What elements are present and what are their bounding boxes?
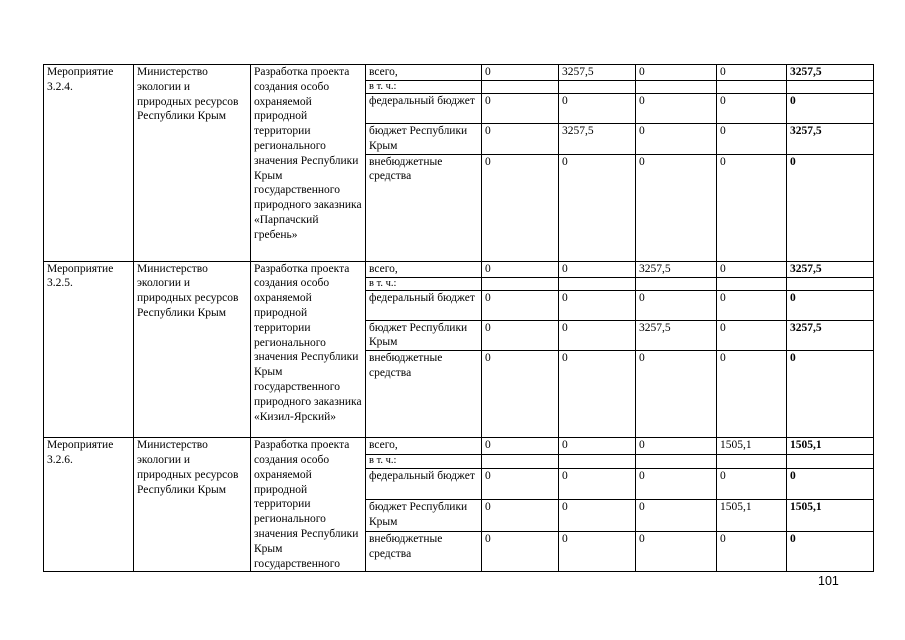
table-row (44, 438, 874, 455)
total-cell: 0 (787, 351, 874, 438)
value-cell: 0 (636, 124, 717, 155)
value-cell: 0 (559, 261, 636, 277)
value-cell: 0 (482, 500, 559, 532)
value-cell: 0 (717, 468, 787, 500)
value-cell (482, 277, 559, 290)
executor-cell: Министерство экологии и природных ресурсов Республики Крым (134, 261, 251, 438)
value-cell: 0 (482, 468, 559, 500)
value-cell (559, 277, 636, 290)
value-cell: 0 (636, 532, 717, 572)
source-label-cell: всего, (366, 438, 482, 455)
value-cell: 3257,5 (559, 124, 636, 155)
total-cell: 3257,5 (787, 65, 874, 81)
executor-cell: Министерство экологии и природных ресурсов Республики Крым (134, 438, 251, 572)
value-cell: 0 (559, 290, 636, 320)
source-label-cell: в т. ч.: (366, 81, 482, 94)
source-label-cell: бюджет Республики Крым (366, 124, 482, 155)
value-cell: 0 (482, 532, 559, 572)
source-label-cell: всего, (366, 261, 482, 277)
value-cell: 0 (636, 468, 717, 500)
value-cell: 0 (717, 320, 787, 351)
value-cell (717, 455, 787, 469)
value-cell: 0 (717, 351, 787, 438)
value-cell (482, 81, 559, 94)
event-cell: Мероприятие 3.2.6. (44, 438, 134, 572)
value-cell: 0 (717, 65, 787, 81)
description-cell: Разработка проекта создания особо охраняемой природной территории регионального значения Республики Крым государственного природного заказника «Кизил-Ярский» (251, 261, 366, 438)
value-cell: 0 (559, 468, 636, 500)
value-cell: 0 (482, 351, 559, 438)
source-label-cell: бюджет Республики Крым (366, 500, 482, 532)
total-cell: 0 (787, 154, 874, 261)
source-label-cell: всего, (366, 65, 482, 81)
funding-table (43, 64, 874, 572)
value-cell (717, 81, 787, 94)
total-cell: 0 (787, 290, 874, 320)
source-label-cell: внебюджетные средства (366, 154, 482, 261)
value-cell (482, 455, 559, 469)
total-cell: 1505,1 (787, 438, 874, 455)
value-cell: 0 (717, 124, 787, 155)
value-cell: 0 (636, 351, 717, 438)
value-cell: 0 (636, 290, 717, 320)
value-cell: 3257,5 (636, 320, 717, 351)
value-cell: 0 (717, 290, 787, 320)
value-cell: 0 (717, 94, 787, 124)
value-cell: 0 (482, 94, 559, 124)
value-cell (559, 81, 636, 94)
total-cell: 0 (787, 94, 874, 124)
source-label-cell: федеральный бюджет (366, 94, 482, 124)
value-cell: 1505,1 (717, 500, 787, 532)
value-cell: 0 (482, 124, 559, 155)
event-cell: Мероприятие 3.2.4. (44, 65, 134, 262)
value-cell: 0 (482, 320, 559, 351)
total-cell (787, 81, 874, 94)
value-cell: 0 (717, 532, 787, 572)
total-cell: 3257,5 (787, 261, 874, 277)
value-cell (636, 277, 717, 290)
total-cell: 1505,1 (787, 500, 874, 532)
value-cell: 0 (482, 290, 559, 320)
value-cell (717, 277, 787, 290)
source-label-cell: внебюджетные средства (366, 532, 482, 572)
table-row (44, 261, 874, 277)
executor-cell: Министерство экологии и природных ресурсов Республики Крым (134, 65, 251, 262)
source-label-cell: в т. ч.: (366, 455, 482, 469)
value-cell: 0 (482, 154, 559, 261)
value-cell (636, 455, 717, 469)
value-cell: 0 (559, 438, 636, 455)
source-label-cell: в т. ч.: (366, 277, 482, 290)
value-cell: 3257,5 (559, 65, 636, 81)
value-cell: 0 (636, 438, 717, 455)
source-label-cell: федеральный бюджет (366, 468, 482, 500)
total-cell: 3257,5 (787, 320, 874, 351)
value-cell: 0 (636, 65, 717, 81)
value-cell: 3257,5 (636, 261, 717, 277)
value-cell: 0 (636, 500, 717, 532)
value-cell: 0 (482, 65, 559, 81)
value-cell: 0 (559, 154, 636, 261)
table-row (44, 65, 874, 81)
total-cell: 3257,5 (787, 124, 874, 155)
description-cell: Разработка проекта создания особо охраняемой природной территории регионального значения Республики Крым государственного (251, 438, 366, 572)
value-cell: 0 (482, 438, 559, 455)
value-cell: 0 (559, 94, 636, 124)
value-cell: 0 (559, 532, 636, 572)
total-cell (787, 277, 874, 290)
page-number: 101 (818, 574, 839, 588)
total-cell (787, 455, 874, 469)
value-cell: 0 (717, 154, 787, 261)
event-cell: Мероприятие 3.2.5. (44, 261, 134, 438)
value-cell (559, 455, 636, 469)
value-cell: 0 (636, 94, 717, 124)
value-cell: 1505,1 (717, 438, 787, 455)
source-label-cell: внебюджетные средства (366, 351, 482, 438)
value-cell: 0 (636, 154, 717, 261)
total-cell: 0 (787, 468, 874, 500)
source-label-cell: бюджет Республики Крым (366, 320, 482, 351)
description-cell: Разработка проекта создания особо охраняемой природной территории регионального значения Республики Крым государственного природного заказника «Парпачский гребень» (251, 65, 366, 262)
total-cell: 0 (787, 532, 874, 572)
value-cell: 0 (559, 500, 636, 532)
value-cell (636, 81, 717, 94)
value-cell: 0 (559, 351, 636, 438)
source-label-cell: федеральный бюджет (366, 290, 482, 320)
value-cell: 0 (717, 261, 787, 277)
value-cell: 0 (482, 261, 559, 277)
value-cell: 0 (559, 320, 636, 351)
